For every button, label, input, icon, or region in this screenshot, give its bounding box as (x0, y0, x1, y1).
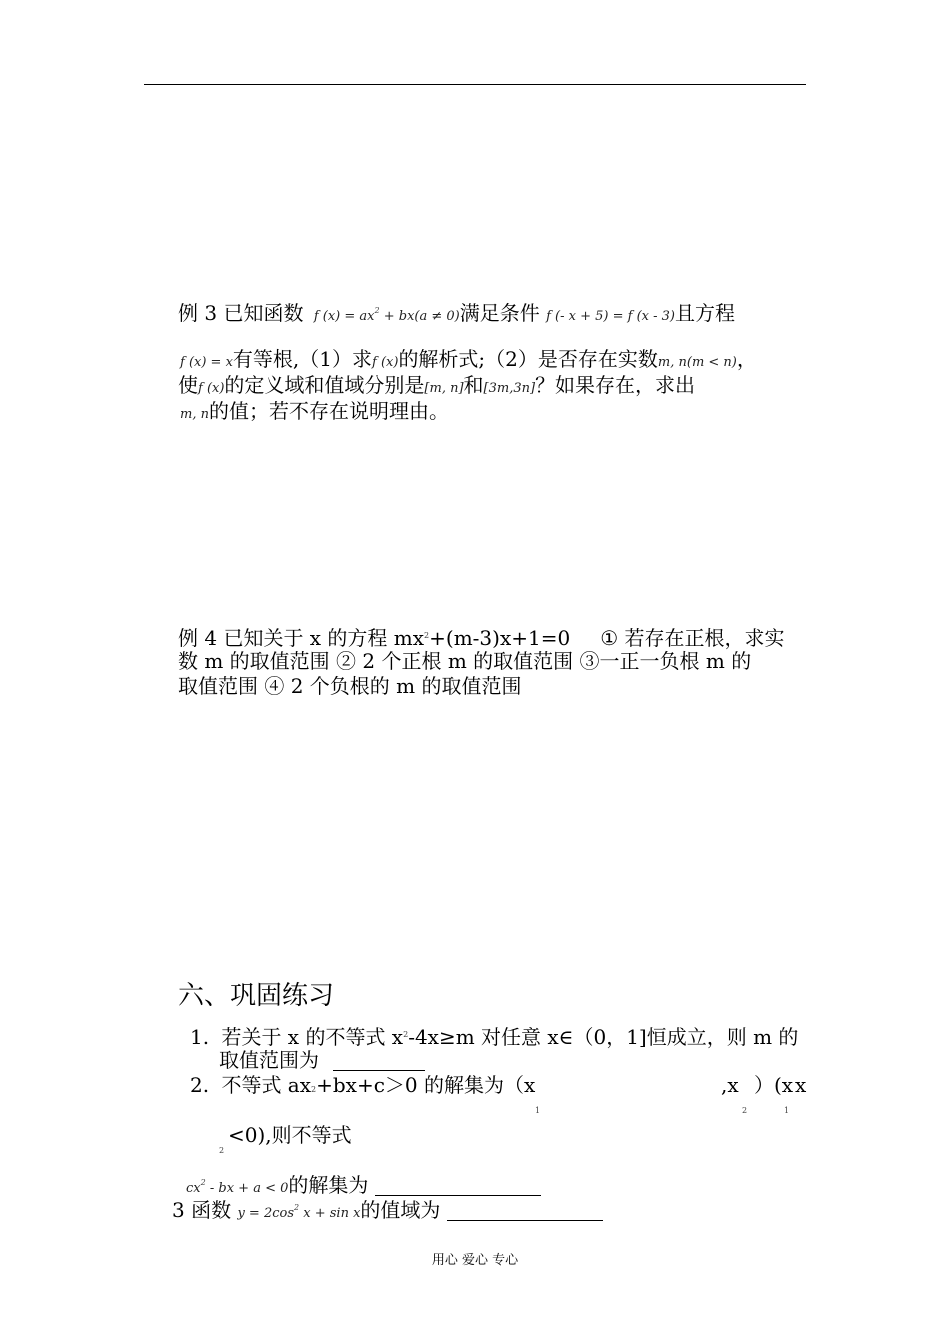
symmetry-condition: f (- x + 5) = f (x - 3) (546, 309, 675, 324)
mn-symbol: m, n (180, 407, 209, 422)
exercise3-answer-label: 的值域为 (360, 1198, 441, 1222)
text-domain-range: 的定义域和值域分别是 (224, 373, 425, 397)
exercise1-line1 (190, 1022, 798, 1050)
text-equation: 且方程 (674, 301, 735, 325)
equation-fx-eq-x: f (x) = x (180, 355, 233, 370)
exercise1-text-b: -4x≥m 对任意 x∈（0，1]恒成立，则 m 的 (408, 1025, 799, 1049)
exercise2-text-b: +bx+c＞0 的解集为（x (316, 1073, 536, 1097)
answer-blank-2[interactable] (375, 1175, 541, 1196)
fx-symbol: f (x) (372, 355, 399, 370)
subscript-2b: 2 (219, 1146, 225, 1155)
exercise1-text: 若关于 x 的不等式 x (221, 1025, 404, 1049)
header-rule (144, 84, 806, 85)
exponent: 2 (311, 1085, 317, 1094)
exercise3-heading: 3 函数 (172, 1198, 232, 1222)
example3-line4 (180, 398, 449, 428)
text-if-exists: ？如果存在，求出 (535, 373, 696, 397)
text-existence: 的解析式;（2）是否存在实数 (398, 347, 658, 371)
exponent: 2 (424, 631, 430, 640)
example4-line1 (178, 623, 785, 651)
exercise1-line2 (219, 1047, 425, 1073)
comma: ， (736, 347, 757, 371)
example4-line3: 取值范围 ④ 2 个负根的 m 的取值范围 (178, 674, 522, 698)
exercise1-answer-label: 取值范围为 (219, 1048, 319, 1072)
text-reason: 的值；若不存在说明理由。 (208, 399, 449, 423)
answer-blank-3[interactable] (447, 1200, 603, 1221)
example4-heading: 例 4 已知关于 x 的方程 mx (178, 626, 425, 650)
page-footer: 用心 爱心 专心 (431, 1253, 519, 1268)
item-number: 1. (190, 1025, 210, 1049)
exercise2-answer-label: 的解集为 (288, 1173, 369, 1197)
equation: +(m-3)x+1=0 (429, 626, 571, 650)
function-formula: f $(x) = ax^2 + bx(a \ne 0)$ (313, 306, 460, 324)
interval-3m3n: [3m,3n] (483, 381, 536, 396)
text-and: 和 (463, 373, 484, 397)
function-y: $y = 2\cos^2$ x + sin x (237, 1203, 361, 1221)
example3-heading: 例 3 已知函数 (178, 301, 304, 325)
mn-condition: m, n(m < n) (657, 355, 737, 370)
interval-mn: [m, n] (424, 381, 464, 396)
text-make: 使 (178, 373, 198, 397)
question-1: ① 若存在正根，求实 (600, 626, 785, 650)
fx-symbol: f (x) (198, 381, 225, 396)
exercise2-x1: ）(x (754, 1073, 794, 1097)
subscript-1: 1 (535, 1106, 541, 1115)
exercise2-line1 (190, 1072, 810, 1115)
section-heading: 六、巩固练习 (178, 981, 335, 1011)
text-condition: 满足条件 (459, 301, 540, 325)
item-number: 2. (190, 1073, 210, 1097)
example4-line2: 数 m 的取值范围 ② 2 个正根 m 的取值范围 ③一正一负根 m 的 (178, 649, 752, 673)
exercise3-line (172, 1195, 603, 1227)
exercise2-x: x (795, 1073, 807, 1097)
exponent: 2 (403, 1030, 409, 1039)
subscript-2: 2 (742, 1106, 748, 1115)
exercise2-text: 不等式 ax (221, 1073, 312, 1097)
exercise2-x2: ,x (721, 1073, 739, 1097)
example3-line1 (178, 298, 735, 330)
subscript-3: 1 (784, 1106, 790, 1115)
text-equal-roots: 有等根,（1）求 (232, 347, 373, 371)
exercise2-line2: <0),则不等式 (228, 1123, 352, 1147)
inequality: $cx^2$ - bx + a < 0 (186, 1178, 289, 1196)
answer-blank-1[interactable] (333, 1050, 425, 1071)
